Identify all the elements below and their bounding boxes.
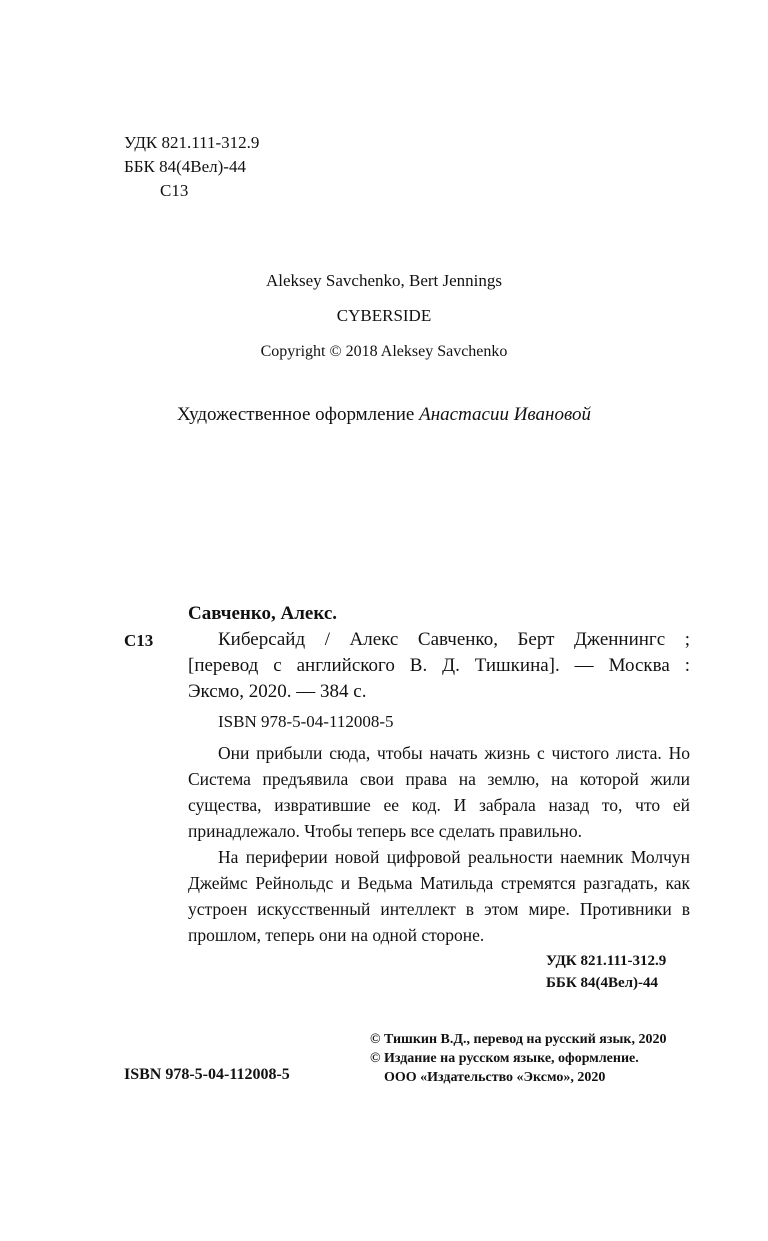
udk-code: УДК 821.111-312.9 bbox=[124, 133, 260, 152]
original-authors: Aleksey Savchenko, Bert Jennings bbox=[265, 271, 503, 290]
catalog-udk: УДК 821.111-312.9 bbox=[546, 953, 667, 969]
copyright-line: © Тишкин В.Д., перевод на русский язык, 2020 bbox=[370, 1032, 667, 1047]
catalog-author-heading: Савченко, Алекс. bbox=[188, 603, 338, 624]
description-line: Киберсайд / Алекс Савченко, Берт Дженнингс ; bbox=[218, 629, 690, 650]
annotation-paragraph-2: На периферии новой цифровой реальности наемник Молчун Джеймс Рейнольдс и Ведьма Матильда стремятся разгадать, как устроен искусственный интеллект в этом мире. Противники в прошлом, теперь они на одной стороне. bbox=[188, 847, 690, 945]
original-title: CYBERSIDE bbox=[336, 306, 432, 325]
original-copyright: Copyright © 2018 Aleksey Savchenko bbox=[260, 343, 508, 360]
copyright-line: © Издание на русском языке, оформление. bbox=[370, 1051, 639, 1066]
description-line: Эксмо, 2020. — 384 с. bbox=[188, 681, 367, 702]
catalog-description bbox=[188, 627, 690, 705]
description-line: [перевод с английского В. Д. Тишкина]. — Москва : bbox=[188, 655, 690, 676]
catalog-bbk: ББК 84(4Вел)-44 bbox=[546, 975, 659, 991]
bbk-code: ББК 84(4Вел)-44 bbox=[124, 157, 246, 176]
catalog-code: С13 bbox=[124, 631, 154, 650]
design-credit bbox=[0, 402, 768, 428]
copyright-line: ООО «Издательство «Эксмо», 2020 bbox=[384, 1070, 606, 1085]
design-credit-name: Анастасии Ивановой bbox=[419, 404, 591, 425]
annotation-paragraph-1: Они прибыли сюда, чтобы начать жизнь с чистого листа. Но Система предъявила свои права на землю, на которой жили существа, извратившие ее код. И забрала назад то, что ей принадлежало. Чтобы теперь все сделать правильно. bbox=[188, 743, 690, 841]
catalog-isbn: ISBN 978-5-04-112008-5 bbox=[218, 712, 394, 731]
footer-isbn: ISBN 978-5-04-112008-5 bbox=[124, 1066, 290, 1083]
design-credit-label: Художественное оформление bbox=[177, 404, 415, 425]
author-sign-code: С13 bbox=[160, 181, 189, 200]
